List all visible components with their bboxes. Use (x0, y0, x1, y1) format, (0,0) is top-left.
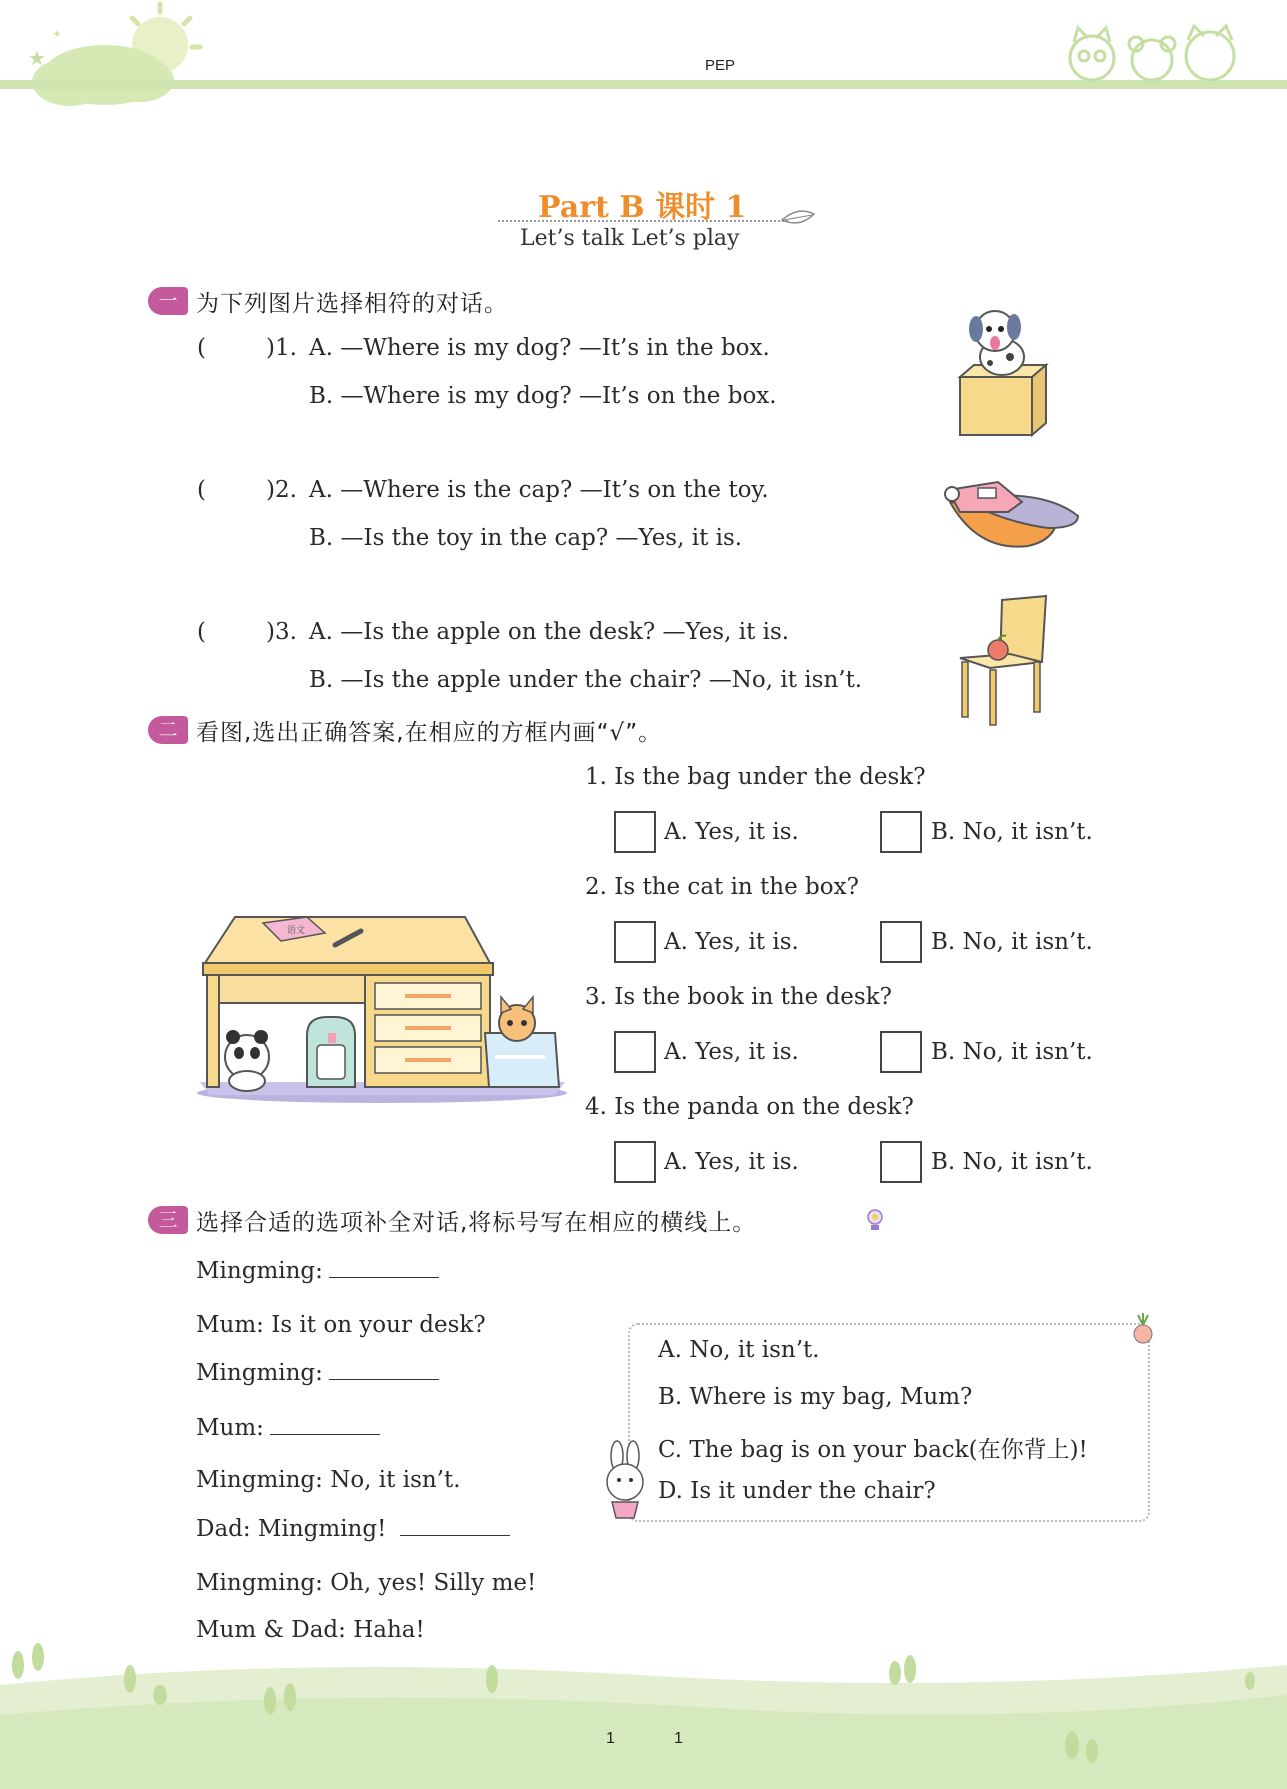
question-text: 1. Is the bag under the desk? (585, 764, 926, 790)
option-a-text: A. Yes, it is. (664, 1149, 799, 1175)
question-text: 2. Is the cat in the box? (585, 874, 859, 900)
question-text: 4. Is the panda on the desk? (585, 1094, 914, 1120)
option-b-text: B. No, it isn’t. (931, 819, 1093, 845)
lightbulb-icon (865, 1208, 885, 1232)
checkbox-q2-b[interactable] (880, 921, 922, 963)
option-b-text: B. —Is the toy in the cap? —Yes, it is. (309, 525, 743, 551)
option-b-text: B. —Is the apple under the chair? —No, it isn’t. (309, 667, 863, 693)
page-number-left: 1 (606, 1730, 615, 1747)
choice-d: D. Is it under the chair? (658, 1478, 936, 1504)
option-b-text: B. —Where is my dog? —It’s on the box. (309, 383, 777, 409)
answer-paren: ( (197, 619, 206, 645)
dialogue-line-6: Dad: Mingming! (196, 1515, 510, 1542)
option-b-text: B. No, it isn’t. (931, 1149, 1093, 1175)
option-a-text: A. Yes, it is. (664, 1039, 799, 1065)
checkbox-q1-b[interactable] (880, 811, 922, 853)
dog-on-box-image (950, 305, 1060, 440)
choice-a: A. No, it isn’t. (658, 1337, 820, 1363)
item-number: )1. (266, 335, 297, 361)
answer-blank[interactable] (329, 1359, 439, 1380)
option-b-text: B. No, it isn’t. (931, 929, 1093, 955)
title-underline (498, 220, 788, 222)
item-number: )3. (266, 619, 297, 645)
option-b-text: B. No, it isn’t. (931, 1039, 1093, 1065)
dialogue-line-4: Mum: (196, 1414, 380, 1441)
item-number: )2. (266, 477, 297, 503)
radish-icon (1130, 1313, 1156, 1347)
dialogue-line-3: Mingming: (196, 1359, 439, 1386)
option-a-text: A. —Where is the cap? —It’s on the toy. (309, 477, 769, 503)
header-animals-decoration (1060, 22, 1260, 84)
svg-text:★: ★ (28, 46, 46, 70)
page-title: Part B 课时 1 (538, 190, 747, 225)
leaf-icon (780, 206, 816, 230)
choice-c: C. The bag is on your back(在你背上)! (658, 1437, 1088, 1463)
answer-blank[interactable] (400, 1515, 510, 1536)
question-text: 3. Is the book in the desk? (585, 984, 892, 1010)
page-number-right: 1 (674, 1730, 683, 1747)
dialogue-line-2: Mum: Is it on your desk? (196, 1312, 486, 1338)
apple-on-chair-image (950, 592, 1060, 727)
section-2-badge: 二 (148, 716, 188, 744)
answer-paren: ( (197, 477, 206, 503)
answer-blank[interactable] (270, 1414, 380, 1435)
desk-scene-image (195, 905, 570, 1105)
section-3-title: 选择合适的选项补全对话,将标号写在相应的横线上。 (196, 1210, 757, 1236)
header-pep-label: PEP (705, 57, 736, 74)
checkbox-q4-a[interactable] (614, 1141, 656, 1183)
checkbox-q3-b[interactable] (880, 1031, 922, 1073)
header-cloud-sun-decoration (0, 0, 210, 115)
checkbox-q4-b[interactable] (880, 1141, 922, 1183)
section-2-title: 看图,选出正确答案,在相应的方框内画“√”。 (196, 720, 663, 746)
svg-text:✦: ✦ (52, 27, 63, 41)
checkbox-q1-a[interactable] (614, 811, 656, 853)
option-a-text: A. Yes, it is. (664, 929, 799, 955)
section-1-badge: 一 (148, 287, 188, 315)
answer-blank[interactable] (329, 1257, 439, 1278)
dialogue-line-1: Mingming: (196, 1257, 439, 1284)
answer-paren: ( (197, 335, 206, 361)
book-label: 语文 (287, 926, 306, 936)
dialogue-line-8: Mum & Dad: Haha! (196, 1617, 425, 1643)
toy-car-in-cap-image (938, 472, 1083, 557)
choice-b: B. Where is my bag, Mum? (658, 1384, 973, 1410)
option-a-text: A. —Where is my dog? —It’s in the box. (309, 335, 770, 361)
option-a-text: A. —Is the apple on the desk? —Yes, it is. (309, 619, 790, 645)
option-a-text: A. Yes, it is. (664, 819, 799, 845)
section-1-title: 为下列图片选择相符的对话。 (196, 291, 508, 317)
dialogue-line-7: Mingming: Oh, yes! Silly me! (196, 1570, 537, 1596)
bunny-icon (600, 1440, 652, 1525)
checkbox-q2-a[interactable] (614, 921, 656, 963)
section-3-badge: 三 (148, 1206, 188, 1234)
checkbox-q3-a[interactable] (614, 1031, 656, 1073)
footer-landscape-decoration (0, 1635, 1287, 1789)
dialogue-line-5: Mingming: No, it isn’t. (196, 1467, 461, 1493)
page-subtitle: Let’s talk Let’s play (520, 226, 740, 251)
